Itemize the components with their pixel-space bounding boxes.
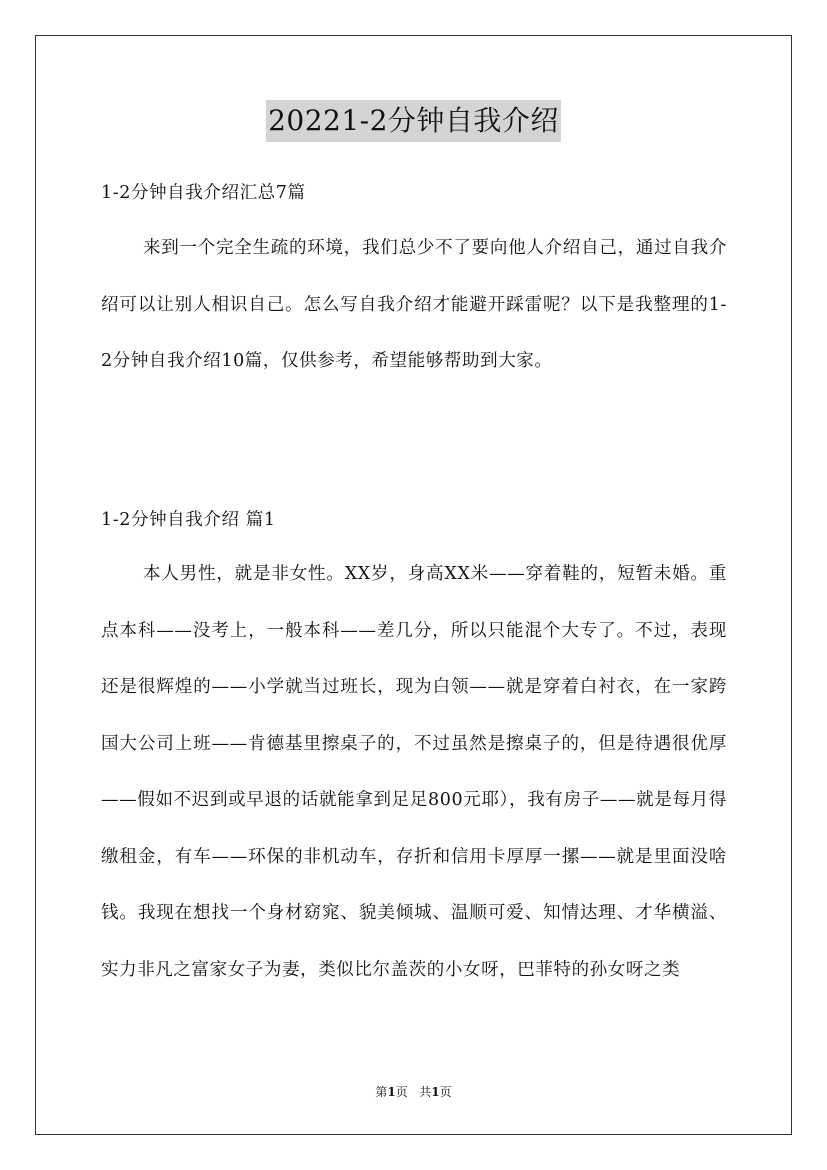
total-pages: 1 — [431, 1085, 440, 1099]
document-subtitle: 1-2分钟自我介绍汇总7篇 — [101, 183, 306, 203]
section-heading: 1-2分钟自我介绍 篇1 — [101, 510, 276, 530]
section-body-paragraph: 本人男性，就是非女性。XX岁，身高XX米——穿着鞋的，短暂未婚。重点本科——没考上，一般本科——差几分，所以只能混个大专了。不过，表现还是很辉煌的——小学就当过班长，现为白领——就是穿着白衬衣，在一家跨国大公司上班——肯德基里擦桌子的，不过虽然是擦桌子的，但是待遇很优厚——假如不迟到或早退的话就能拿到足足800元耶），我有房子——就是每月得缴租金，有车——环保的非机动车，存折和信用卡厚厚一摞——就是里面没啥钱。我现在想找一个身材窈窕、貌美倾城、温顺可爱、知情达理、才华横溢、实力非凡之富家女子为妻，类似比尔盖茨的小女呀，巴菲特的孙女呀之类 — [101, 564, 727, 980]
total-label-prefix: 共 — [419, 1085, 432, 1099]
page-label-prefix: 第 — [375, 1085, 388, 1099]
page-label-suffix: 页 — [395, 1085, 408, 1099]
page-number: 1 — [387, 1085, 396, 1099]
document-title: 20221-2分钟自我介绍 — [266, 100, 561, 142]
total-label-suffix: 页 — [439, 1085, 452, 1099]
page-footer — [0, 1083, 827, 1100]
intro-paragraph: 来到一个完全生疏的环境，我们总少不了要向他人介绍自己，通过自我介绍可以让别人相识自己。怎么写自我介绍才能避开踩雷呢？以下是我整理的1-2分钟自我介绍10篇，仅供参考，希望能够帮助到大家。 — [101, 238, 727, 371]
title-container — [0, 100, 827, 142]
